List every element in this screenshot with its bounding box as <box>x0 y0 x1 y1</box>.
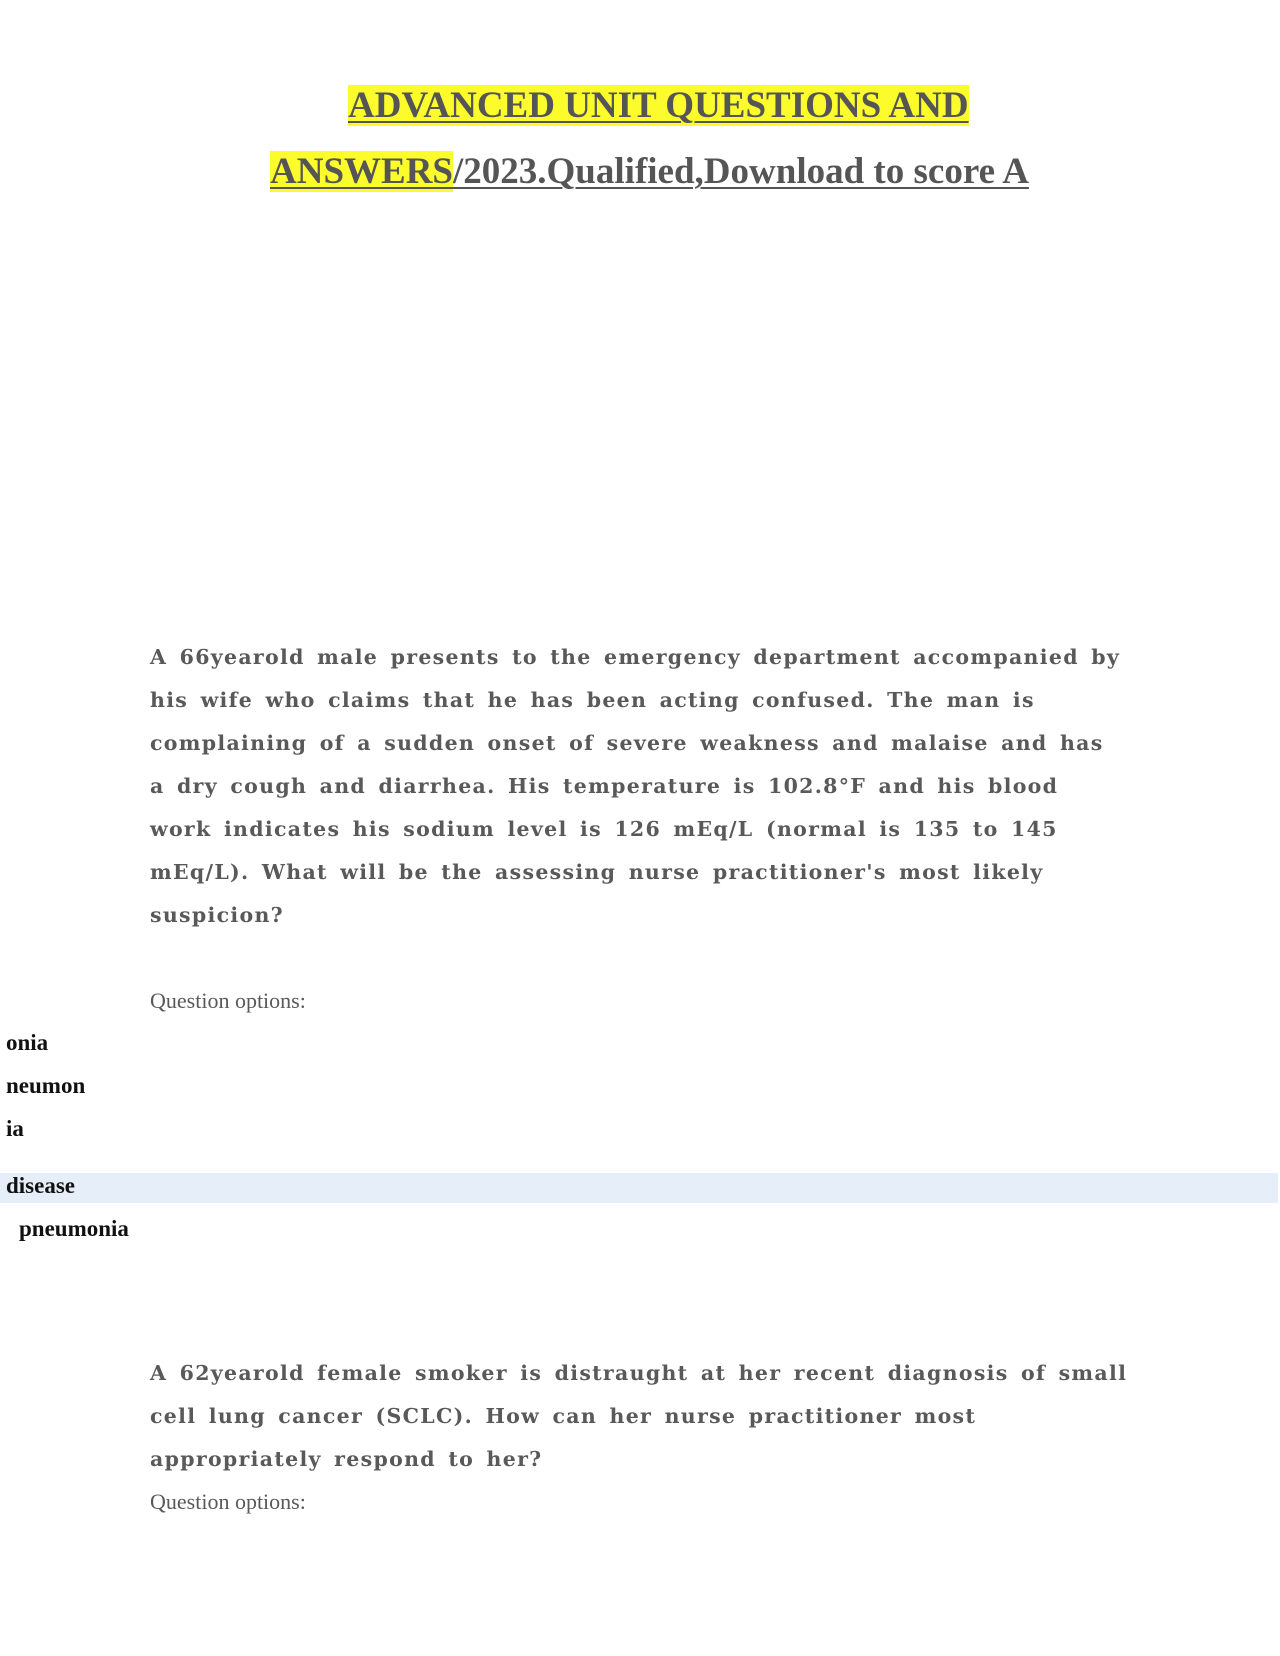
title-rest: /2023.Qualified,Download to score A <box>453 151 1029 192</box>
question-1-text: A 66yearold male presents to the emergency department accompanied by his wife who claims that he has been acting confused. The man is complaining of a sudden onset of severe weakness and malaise and has a dry cough and diarrhea. His temperature is 102.8°F and his blood work indicates his sodium level is 126 mEq/L (normal is 135 to 145 mEq/L). What will be the assessing nurse practitioner's most likely suspicion? <box>150 645 1121 927</box>
option-fragment[interactable]: ia <box>6 1116 24 1141</box>
option-fragment[interactable]: neumon <box>6 1073 86 1098</box>
title-highlight-2: ANSWERS <box>270 151 453 192</box>
document-title-line-1 <box>0 84 1280 127</box>
option-fragment[interactable]: pneumonia <box>19 1216 129 1241</box>
option-fragment[interactable]: onia <box>6 1030 49 1055</box>
title-highlight-1: ADVANCED UNIT QUESTIONS AND <box>348 85 969 126</box>
option-fragment-selected[interactable]: disease <box>6 1173 75 1198</box>
question-1-options-label: Question options: <box>150 988 306 1013</box>
question-2-options-label: Question options: <box>150 1489 306 1514</box>
document-title-line-2 <box>0 150 1280 193</box>
selected-option-highlight <box>0 1173 1278 1203</box>
question-2-text: A 62yearold female smoker is distraught at her recent diagnosis of small cell lung cancer (SCLC). How can her nurse practitioner most appropriately respond to her? <box>150 1361 1128 1471</box>
